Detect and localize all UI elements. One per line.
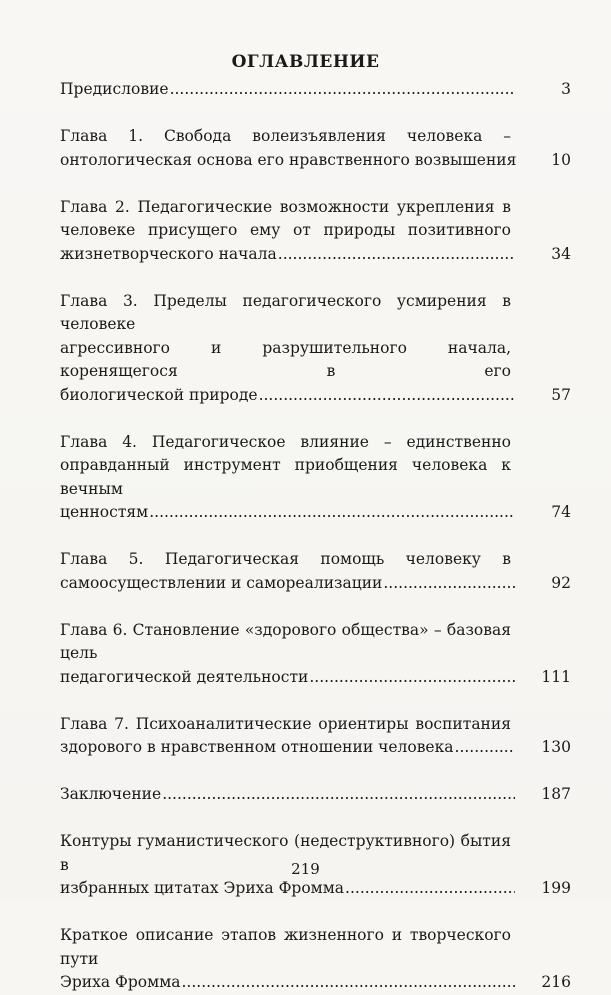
toc-entry-title: Заключение: [60, 785, 162, 803]
toc-entry-title: онтологическая основа его нравственного возвышения: [60, 150, 517, 169]
dot-leader: [455, 736, 515, 760]
page-title: ОГЛАВЛЕНИЕ: [231, 52, 380, 72]
toc-entry-conclusion[interactable]: [60, 783, 571, 807]
toc-entry-chapter-3[interactable]: [60, 290, 571, 408]
dot-leader: [345, 877, 515, 901]
toc-entry-title: Предисловие: [60, 80, 169, 98]
toc-page-number: 10: [551, 150, 571, 169]
toc-entry-biography[interactable]: [60, 924, 571, 995]
toc-entry-title: биологической природе: [60, 385, 258, 404]
toc-entry-title: самоосуществлении и самореализации: [60, 573, 383, 592]
toc-entry-preface[interactable]: [60, 78, 571, 102]
toc-entry-title: ценностям: [60, 503, 149, 521]
toc-page-number: 130: [541, 738, 571, 756]
toc-page-number: 34: [551, 244, 571, 263]
toc-entry-line: Краткое описание этапов жизненного и творческого пути: [60, 926, 511, 968]
toc-entry-line: Глава 2. Педагогические возможности укрепления в: [60, 197, 511, 216]
toc-entry-chapter-7[interactable]: [60, 713, 571, 760]
dot-leader: [162, 783, 515, 807]
dot-leader: [278, 243, 515, 267]
page-number: 219: [291, 860, 320, 878]
toc-entry-title: педагогической деятельности: [60, 667, 309, 686]
toc-page-number: 199: [541, 879, 571, 897]
toc-entry-title: жизнетворческого начала: [60, 244, 277, 263]
dot-leader: [383, 572, 515, 596]
toc-entry-line: Глава 6. Становление «здорового общества» – базовая цель: [60, 620, 511, 662]
toc-page-number: 111: [541, 667, 571, 686]
dot-leader: [309, 666, 515, 690]
toc-entry-chapter-4[interactable]: [60, 431, 571, 525]
toc-entry-line: Глава 4. Педагогическое влияние – единственно: [60, 432, 511, 451]
toc-entry-line: Глава 7. Психоаналитические ориентиры воспитания: [60, 714, 511, 733]
toc-entry-chapter-5[interactable]: [60, 548, 571, 595]
toc-entry-title: здорового в нравственном отношении человека: [60, 738, 454, 756]
table-of-contents: [60, 78, 571, 995]
toc-entry-chapter-2[interactable]: [60, 196, 571, 267]
dot-leader: [170, 78, 515, 102]
dot-leader: [149, 501, 515, 525]
toc-entry-chapter-6[interactable]: [60, 619, 571, 690]
toc-page-number: 216: [541, 973, 571, 991]
toc-entry-line: оправданный инструмент приобщения человека к вечным: [60, 456, 511, 498]
toc-entry-line: человеке присущего ему от природы позитивного: [60, 221, 511, 239]
toc-entry-line: агрессивного и разрушительного начала, коренящегося в его: [60, 338, 511, 380]
dot-leader: [259, 384, 515, 408]
toc-entry-title: избранных цитатах Эриха Фромма: [60, 879, 345, 897]
toc-page-number: 92: [551, 573, 571, 592]
toc-entry-line: Контуры гуманистического (недеструктивного) бытия в: [60, 832, 511, 874]
toc-entry-chapter-1[interactable]: [60, 125, 571, 172]
toc-page-number: 74: [551, 503, 571, 521]
toc-page-number: 187: [541, 785, 571, 803]
toc-entry-line: Глава 3. Пределы педагогического усмирения в человеке: [60, 291, 511, 333]
toc-entry-title: Эриха Фромма: [60, 973, 181, 991]
toc-page-number: 3: [561, 80, 571, 98]
toc-page-number: 57: [551, 385, 571, 404]
dot-leader: [182, 971, 516, 995]
toc-entry-line: Глава 1. Свобода волеизъявления человека –: [60, 127, 511, 145]
toc-entry-line: Глава 5. Педагогическая помощь человеку в: [60, 550, 511, 568]
